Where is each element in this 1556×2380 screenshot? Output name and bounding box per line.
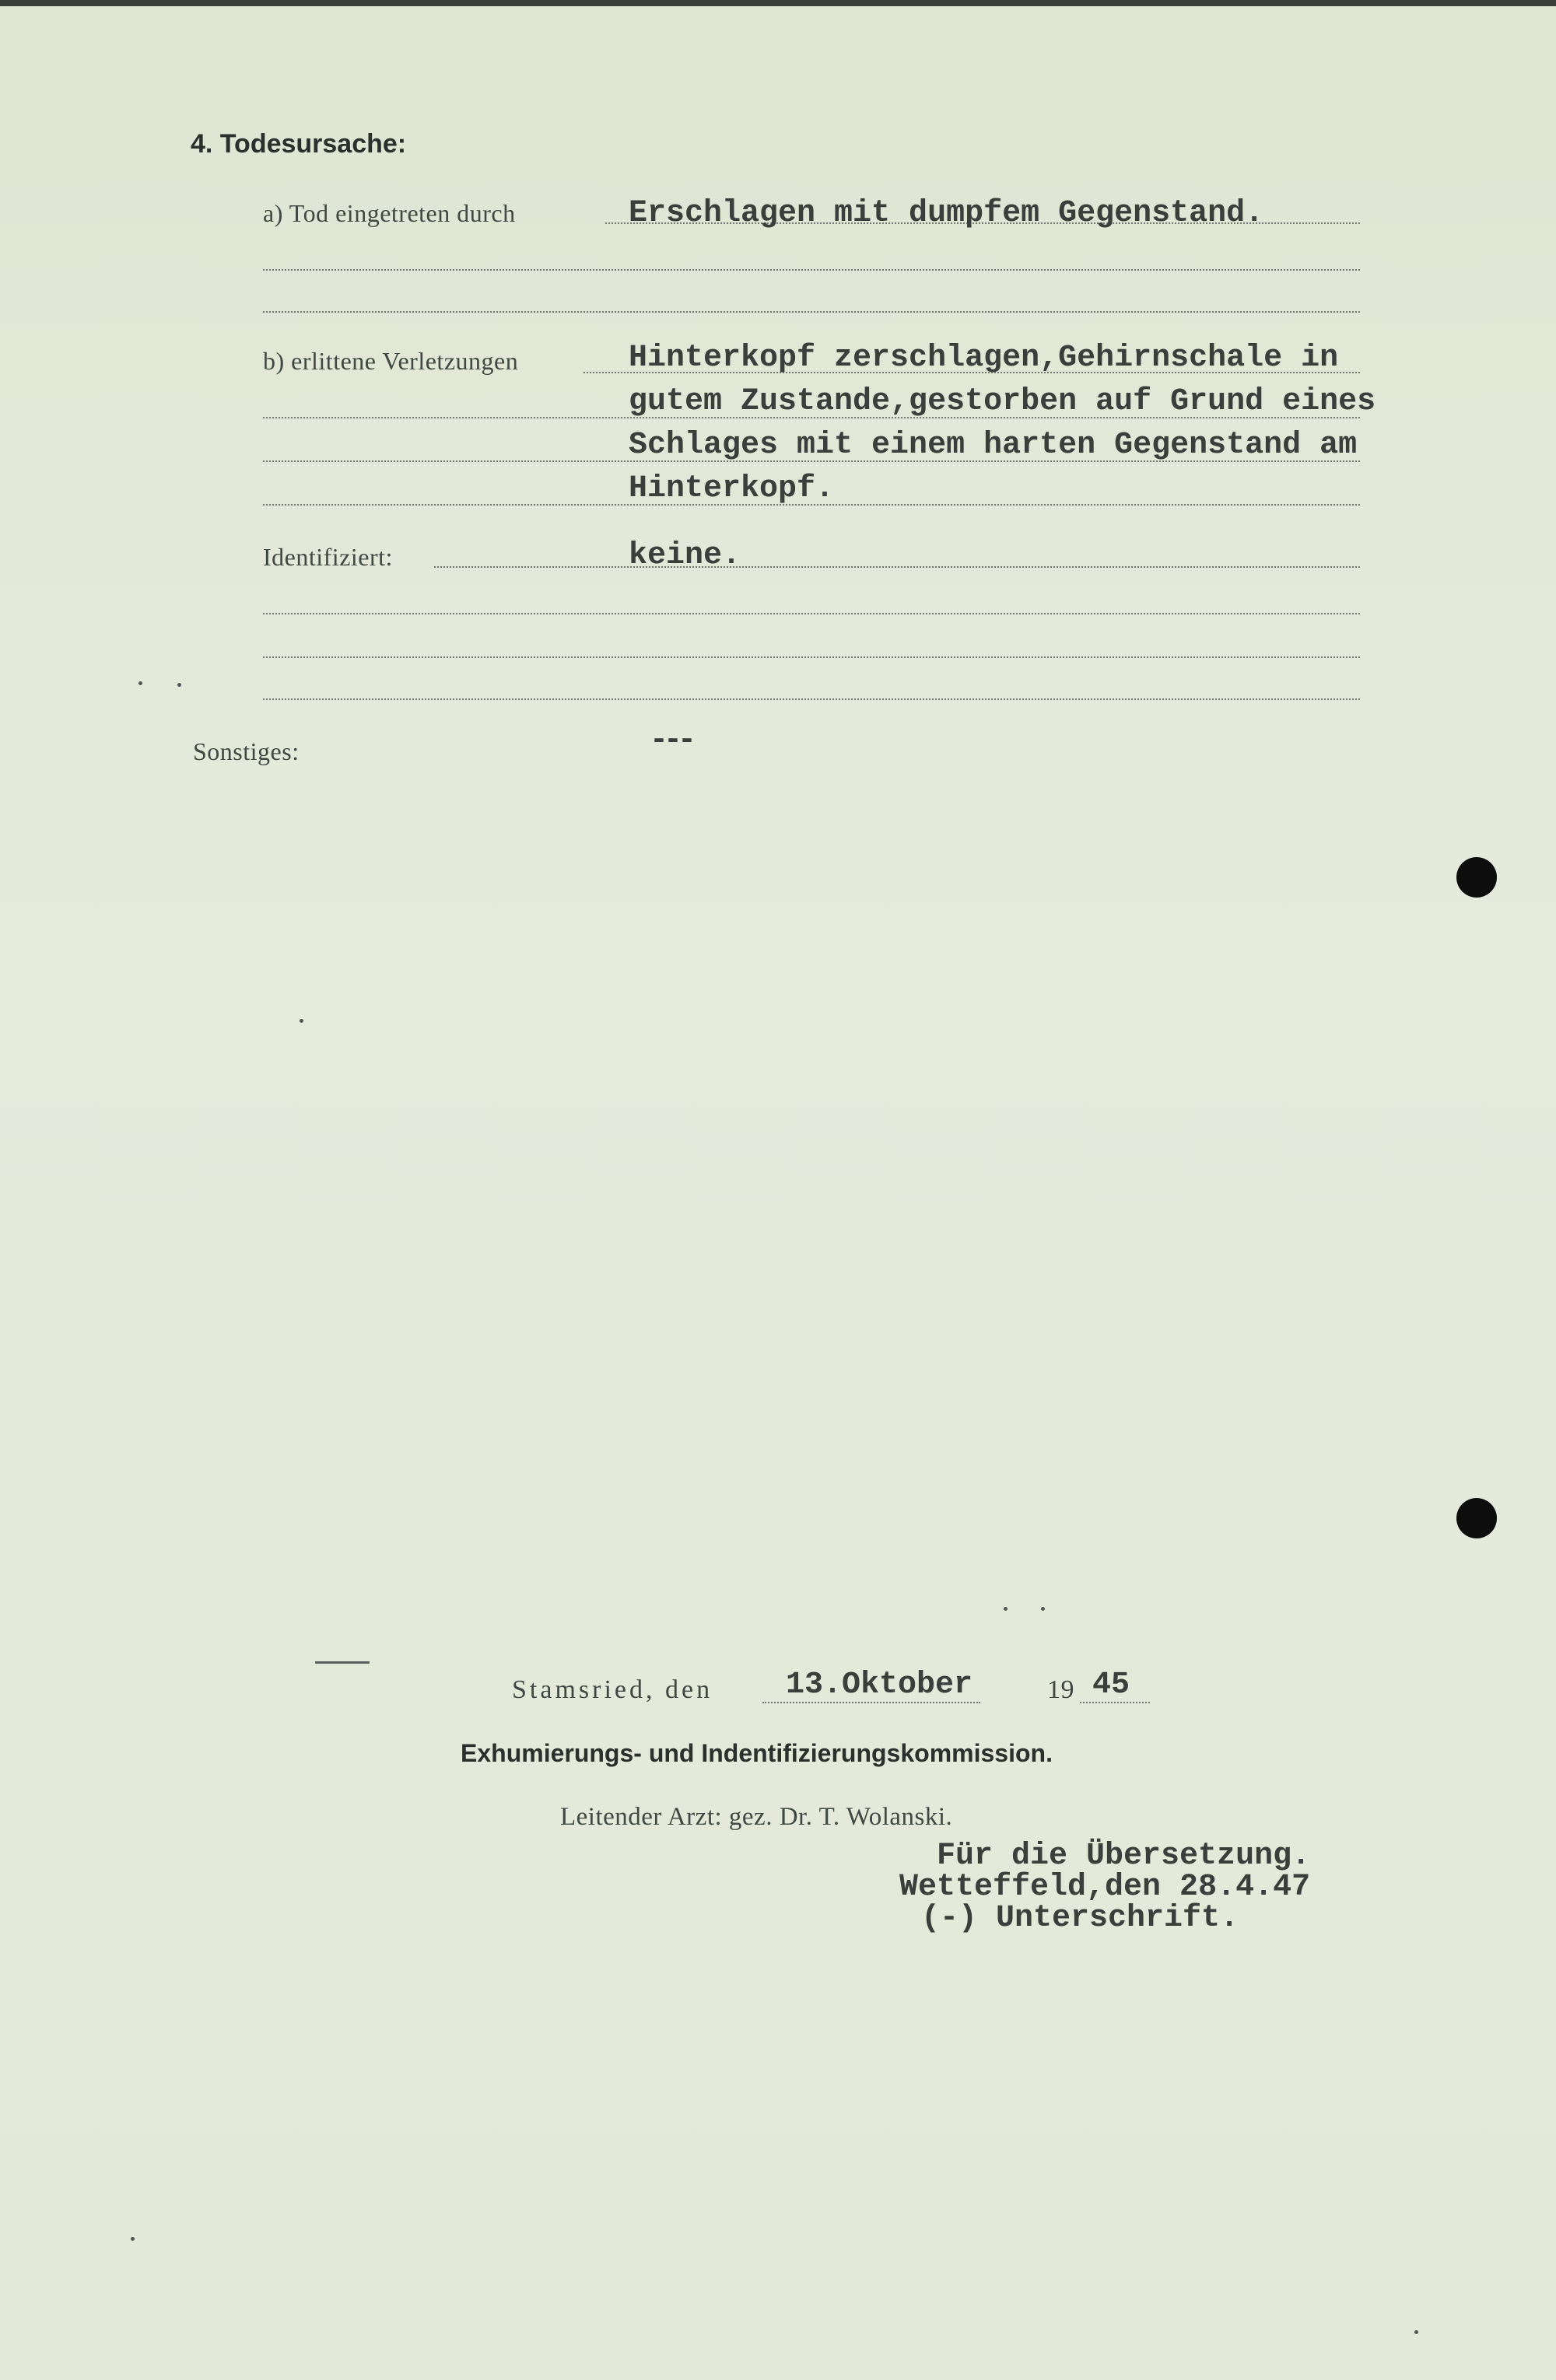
blank-line [263, 269, 1360, 271]
death-cause-label: a) Tod eingetreten durch [263, 199, 516, 227]
year-prefix: 19 [1047, 1675, 1074, 1704]
blank-line [263, 311, 1360, 313]
other-value: --- [650, 723, 692, 758]
speck [177, 683, 181, 687]
blank-line [263, 656, 1360, 658]
blank-line [263, 613, 1360, 614]
section-title: 4. Todesursache: [191, 129, 407, 159]
injuries-line: Hinterkopf. [629, 471, 835, 506]
translation-line: Für die Übersetzung. [937, 1839, 1311, 1874]
place-date-prefix: Stamsried, den [512, 1675, 713, 1704]
doctor-signature-line: Leitender Arzt: gez. Dr. T. Wolanski. [560, 1803, 953, 1831]
date-value: 13.Oktober [786, 1668, 973, 1703]
commission-title: Exhumierungs- und Indentifizierungskommission. [461, 1739, 1053, 1767]
injuries-label: b) erlittene Verletzungen [263, 347, 519, 375]
death-cause-value: Erschlagen mit dumpfem Gegenstand. [629, 196, 1264, 231]
identified-label: Identifiziert: [263, 543, 393, 571]
punch-hole [1456, 1498, 1497, 1538]
speck [1041, 1607, 1045, 1611]
punch-hole [1456, 857, 1497, 898]
injuries-line: gutem Zustande,gestorben auf Grund eines [629, 384, 1376, 419]
translation-line: Wetteffeld,den 28.4.47 [899, 1870, 1311, 1905]
year-suffix: 45 [1092, 1668, 1130, 1703]
stray-mark [315, 1661, 370, 1664]
speck [1004, 1607, 1008, 1611]
speck [131, 2237, 135, 2241]
speck [138, 681, 142, 685]
other-label: Sonstiges: [193, 737, 300, 765]
injuries-line: Hinterkopf zerschlagen,Gehirnschale in [629, 341, 1339, 376]
injuries-line: Schlages mit einem harten Gegenstand am [629, 428, 1358, 463]
identified-value: keine. [629, 538, 741, 573]
blank-line [263, 698, 1360, 700]
identified-underline [434, 566, 1360, 568]
speck [1414, 2330, 1418, 2334]
speck [300, 1019, 303, 1023]
translation-line: (-) Unterschrift. [921, 1901, 1239, 1936]
